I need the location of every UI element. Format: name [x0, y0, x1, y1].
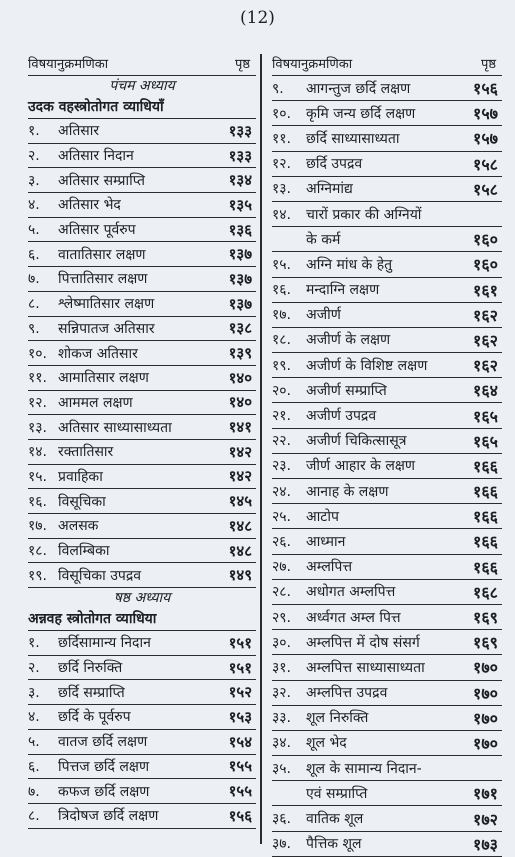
entry-title: आगन्तुज छर्दि लक्षण — [306, 80, 411, 97]
toc-entry — [272, 429, 502, 454]
entry-title: मन्दाग्नि लक्षण — [306, 282, 380, 299]
entry-title: छर्दिसामान्य निदान — [58, 635, 151, 652]
toc-entry — [272, 328, 502, 353]
entry-title: अम्लपित्त साध्यासाध्यता — [306, 659, 425, 676]
right-header-title: विषयानुक्रमणिका — [272, 57, 353, 72]
entry-title: अतिसार सम्प्राप्ति — [58, 172, 146, 189]
entry-number: २८. — [272, 584, 292, 601]
entry-number: २३. — [272, 458, 292, 475]
toc-entry — [272, 681, 502, 706]
entry-page: १४५ — [228, 492, 252, 511]
entry-title: अजीर्ण सम्प्राप्ति — [306, 382, 387, 399]
entry-page: १६४ — [473, 381, 498, 401]
entry-page: १३७ — [228, 294, 252, 313]
entry-number: ६. — [28, 246, 40, 263]
entry-number: २५. — [272, 508, 292, 525]
chapter5-entries — [28, 119, 256, 588]
entry-title: अजीर्ण चिकित्सासूत्र — [306, 433, 407, 450]
toc-entry — [28, 680, 256, 705]
entry-number: १. — [28, 123, 40, 140]
toc-entry — [272, 126, 502, 151]
entry-page: १५१ — [228, 633, 252, 652]
entry-number: ८. — [28, 296, 40, 313]
entry-title: छर्दि के पूर्वरुप — [58, 709, 131, 726]
toc-entry — [272, 655, 502, 680]
entry-number: ५. — [28, 734, 40, 751]
entry-number: ५. — [28, 222, 40, 239]
toc-entry — [28, 705, 256, 730]
toc-entry — [272, 731, 502, 756]
entry-number: १९. — [28, 567, 48, 584]
entry-page: १३५ — [228, 195, 252, 214]
entry-title: अजीर्ण के विशिष्ट लक्षण — [306, 357, 428, 374]
entry-number: ३. — [28, 172, 40, 189]
column-divider — [260, 54, 262, 844]
entry-title: अतिसार साध्यासाध्यता — [58, 419, 172, 436]
entry-title: शोकज अतिसार — [58, 345, 138, 362]
entry-number: १. — [28, 635, 40, 652]
toc-entry — [28, 755, 256, 780]
entry-number: १५. — [28, 468, 48, 485]
entry-title: त्रिदोषज छर्दि लक्षण — [58, 808, 159, 825]
toc-entry — [272, 479, 502, 504]
entry-page: १६९ — [473, 633, 498, 653]
entry-title: विलम्बिका — [58, 543, 110, 560]
entry-title: अग्नि मांध के हेतु — [306, 256, 393, 273]
toc-entry — [272, 781, 502, 806]
entry-page: १७३ — [473, 834, 498, 854]
entry-page: १७० — [473, 733, 498, 753]
entry-number: ४. — [28, 197, 40, 214]
entry-title: एवं सम्प्राप्ति — [306, 785, 368, 802]
entry-page: १४० — [228, 393, 252, 412]
entry-page: १६६ — [473, 507, 498, 527]
entry-page: १६५ — [473, 406, 498, 426]
entry-number: १४. — [272, 206, 292, 223]
entry-number: १८. — [28, 543, 48, 560]
entry-page: १६१ — [473, 280, 498, 300]
toc-entry — [272, 605, 502, 630]
entry-number: १७. — [28, 518, 48, 535]
toc-entry — [28, 489, 256, 514]
toc-entry — [272, 177, 502, 202]
toc-entry — [28, 730, 256, 755]
entry-page: १४२ — [228, 467, 252, 486]
toc-entry — [272, 101, 502, 126]
toc-entry — [28, 465, 256, 490]
entry-title: जीर्ण आहार के लक्षण — [306, 458, 415, 475]
right-header-page-label: पृष्ठ — [480, 57, 496, 72]
entry-page: १३३ — [228, 146, 252, 165]
entry-page: १५३ — [228, 707, 252, 726]
entry-page: १५८ — [473, 154, 498, 174]
entry-page: १३७ — [228, 269, 252, 288]
entry-title: छर्दि साध्यासाध्यता — [306, 130, 400, 147]
entry-page: १६२ — [473, 330, 498, 350]
entry-number: १२. — [28, 394, 48, 411]
entry-number: २. — [28, 660, 40, 677]
entry-page: १६६ — [473, 456, 498, 476]
entry-number: २७. — [272, 559, 292, 576]
entry-page: १४१ — [228, 418, 252, 437]
toc-entry — [28, 144, 256, 169]
entry-page: १७० — [473, 708, 498, 728]
toc-entry — [28, 366, 256, 391]
entry-title: पित्तज छर्दि लक्षण — [58, 758, 150, 775]
entry-title: चारों प्रकार की अग्नियों — [306, 206, 422, 223]
chapter6-entries — [28, 631, 256, 829]
entry-number: ६. — [28, 758, 40, 775]
entry-title: सन्निपातज अतिसार — [58, 320, 155, 337]
entry-title: विसूचिका उपद्रव — [58, 567, 142, 584]
toc-entry — [272, 706, 502, 731]
entry-title: पैत्तिक शूल — [306, 836, 362, 853]
toc-entry — [272, 529, 502, 554]
toc-entry — [272, 580, 502, 605]
entry-number: ३२. — [272, 685, 292, 702]
toc-entry — [272, 504, 502, 529]
toc-entry — [272, 252, 502, 277]
entry-page: १३४ — [228, 171, 252, 190]
entry-number: १५. — [272, 256, 292, 273]
entry-number: ११. — [272, 130, 292, 147]
toc-entry — [28, 242, 256, 267]
toc-entry — [272, 454, 502, 479]
entry-page: १७१ — [473, 784, 498, 804]
entry-number: १३. — [28, 419, 48, 436]
entry-number: २९. — [272, 609, 292, 626]
left-header-page-label: पृष्ठ — [234, 57, 250, 72]
entry-title: पित्तातिसार लक्षण — [58, 271, 148, 288]
entry-number: १०. — [28, 345, 48, 362]
entry-number: ७. — [28, 783, 40, 800]
toc-entry — [28, 804, 256, 829]
entry-title: वातज छर्दि लक्षण — [58, 734, 148, 751]
entry-title: कृमि जन्य छर्दि लक्षण — [306, 105, 416, 122]
toc-entry — [28, 563, 256, 588]
entry-page: १४० — [228, 368, 252, 387]
right-column — [272, 50, 502, 857]
entry-title: अतिसार निदान — [58, 148, 134, 165]
entry-page: १६२ — [473, 356, 498, 376]
entry-page: १५२ — [228, 683, 252, 702]
entry-number: १७. — [272, 307, 292, 324]
entry-number: १०. — [272, 105, 292, 122]
entry-page: १७० — [473, 658, 498, 678]
entry-page: १६५ — [473, 431, 498, 451]
entry-number: ३५. — [272, 760, 292, 777]
entry-number: ११. — [28, 370, 48, 387]
entry-number: ३७. — [272, 836, 292, 853]
entry-title: आमातिसार लक्षण — [58, 370, 149, 387]
toc-entry — [28, 218, 256, 243]
entry-page: १३३ — [228, 121, 252, 140]
entry-number: २४. — [272, 483, 292, 500]
entry-page: १५५ — [228, 782, 252, 801]
toc-entry — [272, 353, 502, 378]
toc-entry — [272, 378, 502, 403]
toc-entry — [272, 278, 502, 303]
entry-page: १५४ — [228, 732, 252, 751]
entry-title: अतिसार भेद — [58, 197, 121, 214]
entry-title: अम्लपित्त में दोष संसर्ग — [306, 634, 420, 651]
entry-number: ९. — [28, 320, 40, 337]
entry-number: १२. — [272, 156, 292, 173]
entry-title: शूल के सामान्य निदान- — [306, 760, 422, 777]
toc-entry — [28, 779, 256, 804]
entry-number: ३१. — [272, 659, 292, 676]
entry-page: १५१ — [228, 658, 252, 677]
entry-page: १३८ — [228, 319, 252, 338]
entry-title: अर्ध्वगत अम्ल पित्त — [306, 609, 401, 626]
entry-page: १४८ — [228, 516, 252, 535]
entry-title: आनाह के लक्षण — [306, 483, 389, 500]
toc-entry — [28, 168, 256, 193]
entry-number: १६. — [28, 493, 48, 510]
entry-title: प्रवाहिका — [58, 468, 103, 485]
entry-number: १६. — [272, 282, 292, 299]
entry-page: १६६ — [473, 557, 498, 577]
toc-entry — [28, 341, 256, 366]
entry-title: छर्दि उपद्रव — [306, 156, 363, 173]
toc-entry — [28, 440, 256, 465]
entry-page: १४२ — [228, 442, 252, 461]
entry-number: १४. — [28, 444, 48, 461]
entry-number: २२. — [272, 433, 292, 450]
toc-entry — [272, 756, 502, 781]
entry-page: १६९ — [473, 608, 498, 628]
entry-page: १७२ — [473, 809, 498, 829]
entry-page: १६६ — [473, 482, 498, 502]
entry-page: १४९ — [228, 566, 252, 585]
chapter5-subtitle: उदक वहस्त्रोतोगत व्याधियाँ — [28, 96, 256, 119]
right-header — [272, 50, 502, 76]
entry-title: विसूचिका — [58, 493, 106, 510]
entry-title: अम्लपित्त उपद्रव — [306, 685, 388, 702]
entry-number: १८. — [272, 332, 292, 349]
entry-page: १७० — [473, 683, 498, 703]
entry-title: वातातिसार लक्षण — [58, 246, 146, 263]
entry-number: ७. — [28, 271, 40, 288]
entry-title: कफज छर्दि लक्षण — [58, 783, 150, 800]
entry-title: अतिसार पूर्वरुप — [58, 222, 136, 239]
entry-title: अलसक — [58, 518, 99, 535]
entry-title: अजीर्ण उपद्रव — [306, 408, 377, 425]
entry-page: १५७ — [473, 129, 498, 149]
toc-entry — [272, 806, 502, 831]
left-header — [28, 50, 256, 76]
toc-entry — [28, 415, 256, 440]
toc-entry — [272, 630, 502, 655]
entry-number: ४. — [28, 709, 40, 726]
chapter6-title: षष्ठ अध्याय — [113, 590, 171, 607]
entry-page: १३७ — [228, 245, 252, 264]
toc-entry — [272, 832, 502, 857]
entry-page: १५६ — [473, 79, 498, 99]
toc-entry — [272, 76, 502, 101]
entry-page: १५८ — [473, 179, 498, 199]
entry-page: १५६ — [228, 806, 252, 825]
entry-number: ९. — [272, 80, 284, 97]
entry-page: १३९ — [228, 344, 252, 363]
entry-number: ३४. — [272, 735, 292, 752]
toc-entry — [28, 391, 256, 416]
entry-number: २१. — [272, 408, 292, 425]
entry-page: १६२ — [473, 305, 498, 325]
entry-title: अजीर्ण — [306, 307, 341, 324]
entry-number: २०. — [272, 382, 292, 399]
entry-page: १५५ — [228, 757, 252, 776]
entry-number: ८. — [28, 808, 40, 825]
entry-page: १३६ — [228, 220, 252, 239]
entry-title: आममल लक्षण — [58, 394, 133, 411]
right-entries — [272, 76, 502, 857]
page-number: (12) — [240, 8, 275, 28]
entry-number: ३०. — [272, 634, 292, 651]
entry-title: अम्लपित्त — [306, 559, 353, 576]
entry-title: अधोगत अम्लपित्त — [306, 584, 396, 601]
entry-title: रक्तातिसार — [58, 444, 114, 461]
entry-page: १६० — [473, 230, 498, 250]
toc-entry — [272, 152, 502, 177]
entry-page: १६८ — [473, 582, 498, 602]
entry-title: छर्दि सम्प्राप्ति — [58, 684, 125, 701]
entry-title: अग्निमांद्य — [306, 181, 353, 198]
left-column — [28, 50, 256, 829]
entry-number: ३. — [28, 684, 40, 701]
entry-title: के कर्म — [306, 231, 341, 248]
toc-entry — [28, 631, 256, 656]
entry-page: १६० — [473, 255, 498, 275]
toc-entry — [28, 292, 256, 317]
entry-title: अतिसार — [58, 123, 100, 140]
entry-title: श्लेष्मातिसार लक्षण — [58, 296, 155, 313]
toc-entry — [28, 514, 256, 539]
toc-entry — [28, 119, 256, 144]
toc-entry — [272, 227, 502, 252]
entry-page: १६६ — [473, 532, 498, 552]
chapter6-subtitle: अन्नवह स्त्रोतोगत व्याधिया — [28, 608, 256, 631]
chapter5-title: पंचम अध्याय — [109, 78, 175, 94]
toc-entry — [272, 403, 502, 428]
entry-number: २६. — [272, 533, 292, 550]
toc-entry — [28, 656, 256, 681]
toc-entry — [28, 539, 256, 564]
entry-number: १३. — [272, 181, 292, 198]
toc-entry — [28, 267, 256, 292]
toc-entry — [28, 317, 256, 342]
toc-entry — [272, 303, 502, 328]
left-header-title: विषयानुक्रमणिका — [28, 57, 109, 72]
toc-entry — [28, 193, 256, 218]
entry-title: शूल भेद — [306, 735, 347, 752]
toc-entry — [272, 555, 502, 580]
entry-page: १४८ — [228, 541, 252, 560]
entry-number: १९. — [272, 357, 292, 374]
entry-number: ३६. — [272, 811, 292, 828]
entry-title: शूल निरुक्ति — [306, 710, 369, 727]
entry-title: अजीर्ण के लक्षण — [306, 332, 391, 349]
entry-title: आध्मान — [306, 533, 346, 550]
entry-title: छर्दि निरुक्ति — [58, 660, 123, 677]
entry-title: वातिक शूल — [306, 811, 364, 828]
entry-number: ३३. — [272, 710, 292, 727]
toc-entry — [272, 202, 502, 227]
entry-number: २. — [28, 148, 40, 165]
entry-page: १५७ — [473, 104, 498, 124]
entry-title: आटोप — [306, 508, 339, 525]
